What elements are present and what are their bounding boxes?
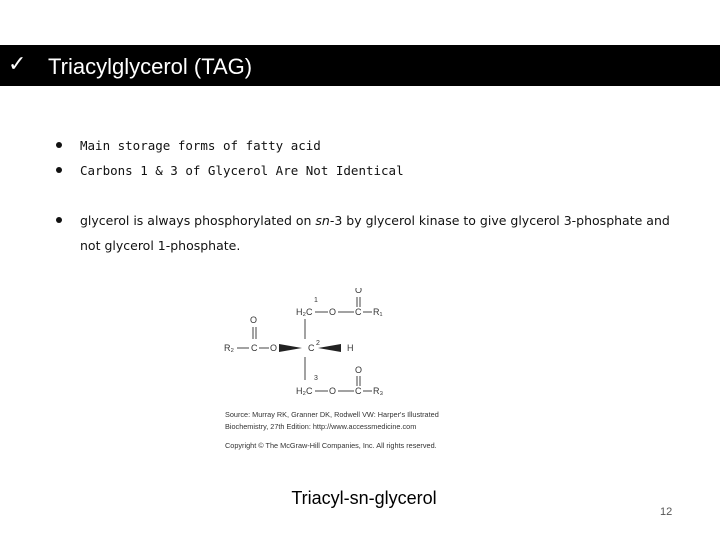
carbon-number-2: 2: [316, 340, 320, 347]
source-credit-line-2: Biochemistry, 27th Edition: http://www.accessmedicine.com: [225, 422, 417, 431]
bullet-dot-icon: [56, 167, 62, 173]
atom-o-left: O: [270, 343, 278, 353]
double-bond-oxygen-left: O: [250, 315, 258, 325]
structure-svg: [222, 288, 512, 458]
wedge-bond-left: [279, 344, 302, 352]
bullet-text: Carbons 1 & 3 of Glycerol Are Not Identical: [80, 163, 404, 178]
atom-r1: R₁: [373, 307, 383, 317]
atom-o-bottom: O: [329, 386, 337, 396]
atom-o-top: O: [329, 307, 337, 317]
figure-caption: [0, 486, 720, 510]
bullet-dot-icon: [56, 217, 62, 223]
carbon-number-3: 3: [314, 375, 318, 382]
atom-r3: R₃: [373, 386, 384, 396]
double-bond-oxygen-top: O: [355, 288, 363, 295]
figure-caption-text: Triacyl-sn-glycerol: [291, 488, 437, 508]
bullet-text: Main storage forms of fatty acid: [80, 138, 321, 153]
carbon-number-1: 1: [314, 297, 318, 304]
bullet-text: glycerol is always phosphorylated on sn-3 by glycerol kinase to give glycerol 3-phosphate and not glycerol 1-phosphate.: [80, 213, 670, 253]
triacylglycerol-structure-diagram: [222, 288, 512, 458]
bullet-dot-icon: [56, 142, 62, 148]
atom-c-top: C: [355, 307, 362, 317]
double-bond-oxygen-bottom: O: [355, 365, 363, 375]
atom-c-bottom: C: [355, 386, 362, 396]
atom-h2c-top: H₂C: [296, 307, 313, 317]
source-credit-line-1: Source: Murray RK, Granner DK, Rodwell VW: Harper's Illustrated: [225, 410, 439, 419]
atom-c-left: C: [251, 343, 258, 353]
source-credit-line-3: Copyright © The McGraw-Hill Companies, Inc. All rights reserved.: [225, 441, 437, 450]
atom-c-middle: C: [308, 343, 315, 353]
page-number: 12: [660, 506, 673, 518]
atom-h2c-bottom: H₂C: [296, 386, 313, 396]
sn-italic: sn: [315, 213, 330, 228]
slide-title-bar: [0, 45, 720, 86]
wedge-bond-right: [318, 344, 341, 352]
atom-h-right: H: [347, 343, 354, 353]
checkmark-icon: ✓: [8, 52, 27, 77]
atom-r2: R₂: [224, 343, 234, 353]
slide-title: Triacylglycerol (TAG): [48, 54, 253, 79]
